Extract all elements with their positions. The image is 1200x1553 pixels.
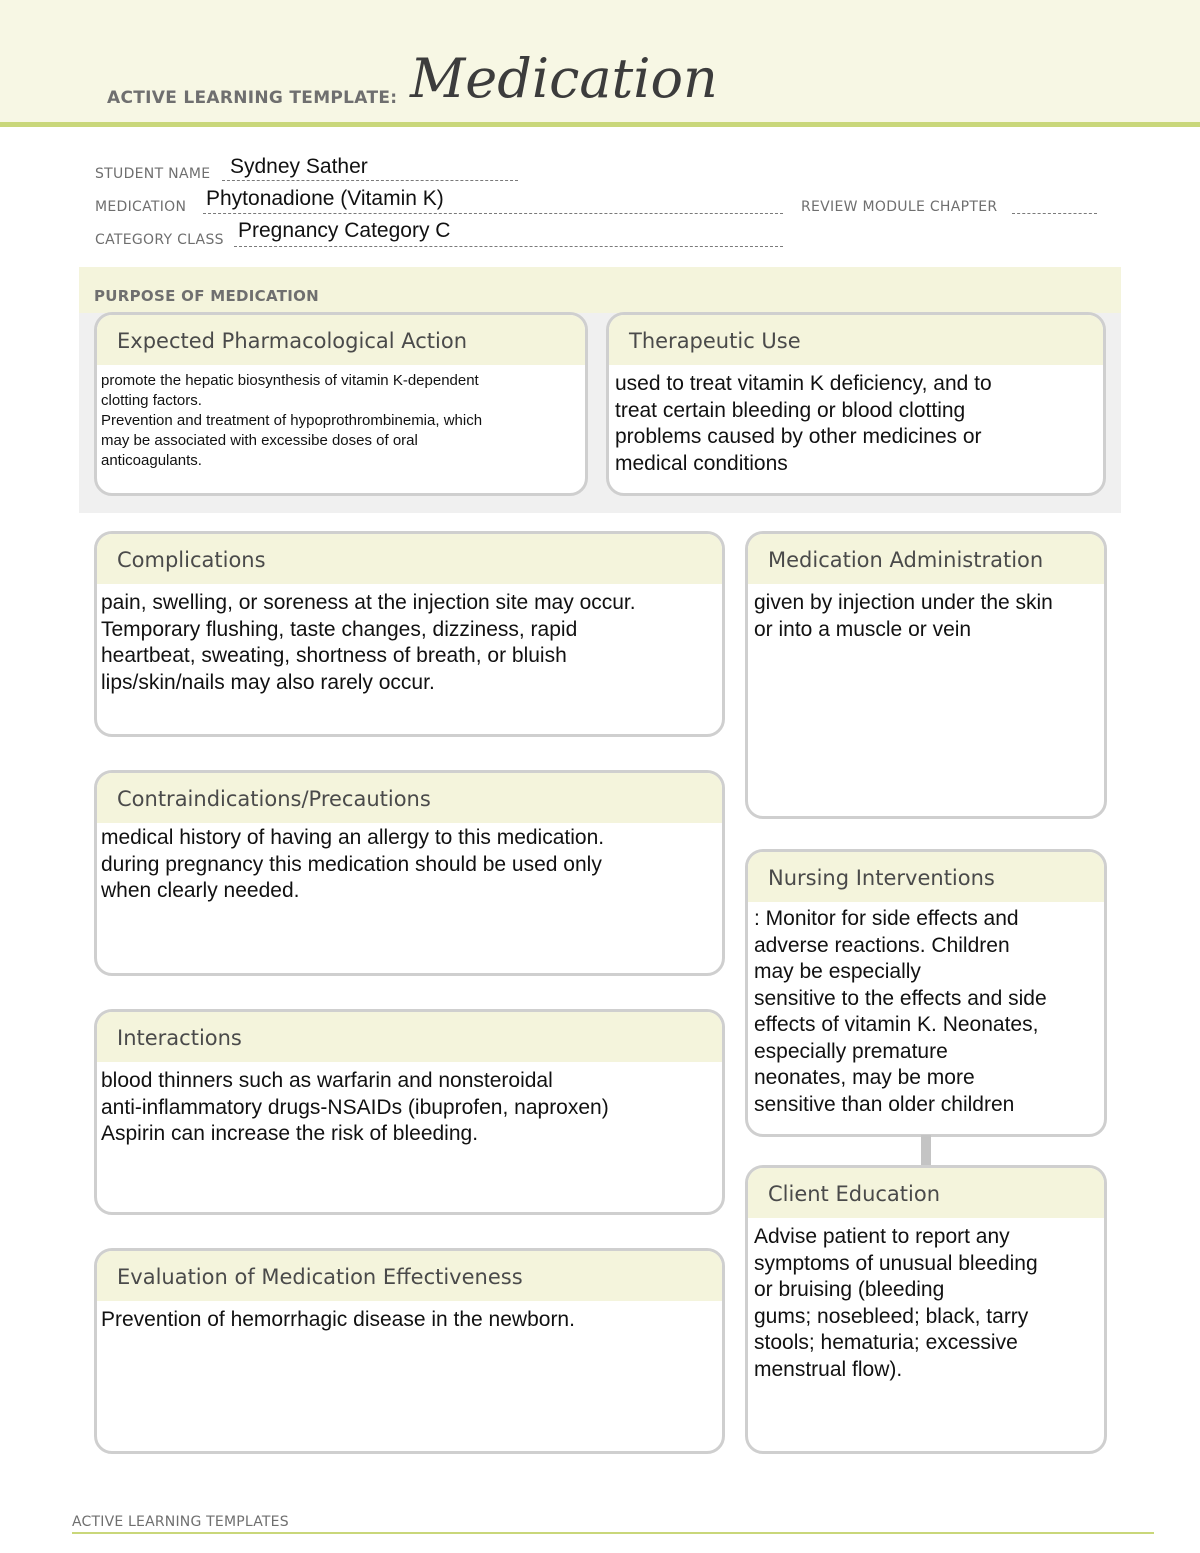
- student-name-field[interactable]: Sydney Sather: [230, 155, 368, 178]
- footer-divider: [72, 1532, 1154, 1534]
- therapeutic-use-card: [606, 312, 1106, 496]
- nursing-title: Nursing Interventions: [748, 852, 1104, 902]
- complications-title: Complications: [97, 534, 722, 584]
- administration-card: [745, 531, 1107, 819]
- student-name-line: [222, 180, 518, 181]
- client-education-title: Client Education: [748, 1168, 1104, 1218]
- header-divider: [0, 122, 1200, 127]
- nursing-text[interactable]: : Monitor for side effects and adverse reactions. Children may be especially sensitive to the effects and side effects of vitamin K. Neonates, especially premature neonates, may be more sensitive than older children: [754, 907, 1047, 1116]
- expected-action-title: Expected Pharmacological Action: [97, 315, 585, 365]
- interactions-title: Interactions: [97, 1012, 722, 1062]
- category-class-line: [234, 246, 783, 247]
- medication-field[interactable]: Phytonadione (Vitamin K): [206, 187, 444, 210]
- contraindications-text[interactable]: medical history of having an allergy to this medication. during pregnancy this medication should be used only when clearly needed.: [101, 826, 605, 902]
- connector-bar: [921, 1135, 931, 1167]
- therapeutic-use-text[interactable]: used to treat vitamin K deficiency, and to treat certain bleeding or blood clotting problems caused by other medicines or medical conditions: [615, 372, 992, 475]
- expected-action-text[interactable]: promote the hepatic biosynthesis of vitamin K-dependent clotting factors. Prevention and treatment of hypoprothrombinemia, which may be associated with excessibe doses of oral anticoagulants.: [101, 372, 483, 469]
- interactions-card: [94, 1009, 725, 1215]
- medication-line: [203, 213, 783, 214]
- interactions-text[interactable]: blood thinners such as warfarin and nonsteroidal anti-inflammatory drugs-NSAIDs (ibuprofen, naproxen) Aspirin can increase the risk of bleeding.: [101, 1069, 609, 1145]
- complications-text[interactable]: pain, swelling, or soreness at the injection site may occur. Temporary flushing, taste changes, dizziness, rapid heartbeat, sweating, shortness of breath, or bluish lips/skin/nails may also rarely occur.: [101, 591, 636, 694]
- medication-label: MEDICATION: [95, 199, 187, 215]
- client-education-text[interactable]: Advise patient to report any symptoms of unusual bleeding or bruising (bleeding gums; nosebleed; black, tarry stools; hematuria; excessive menstrual flow).: [754, 1225, 1038, 1381]
- footer-label: ACTIVE LEARNING TEMPLATES: [72, 1514, 289, 1530]
- expected-action-card: [94, 312, 588, 496]
- review-module-label: REVIEW MODULE CHAPTER: [801, 199, 998, 215]
- purpose-label: PURPOSE OF MEDICATION: [94, 287, 320, 305]
- client-education-card: [745, 1165, 1107, 1454]
- evaluation-title: Evaluation of Medication Effectiveness: [97, 1251, 722, 1301]
- administration-title: Medication Administration: [748, 534, 1104, 584]
- evaluation-text[interactable]: Prevention of hemorrhagic disease in the newborn.: [101, 1308, 575, 1331]
- template-label: ACTIVE LEARNING TEMPLATE:: [107, 88, 398, 108]
- evaluation-card: [94, 1248, 725, 1454]
- contraindications-title: Contraindications/Precautions: [97, 773, 722, 823]
- category-class-field[interactable]: Pregnancy Category C: [238, 219, 451, 242]
- complications-card: [94, 531, 725, 737]
- administration-text[interactable]: given by injection under the skin or into a muscle or vein: [754, 591, 1053, 641]
- nursing-card: [745, 849, 1107, 1137]
- student-name-label: STUDENT NAME: [95, 166, 211, 182]
- review-module-line: [1012, 213, 1097, 214]
- page-title: Medication: [410, 47, 718, 110]
- contraindications-card: [94, 770, 725, 976]
- category-class-label: CATEGORY CLASS: [95, 232, 224, 248]
- therapeutic-use-title: Therapeutic Use: [609, 315, 1103, 365]
